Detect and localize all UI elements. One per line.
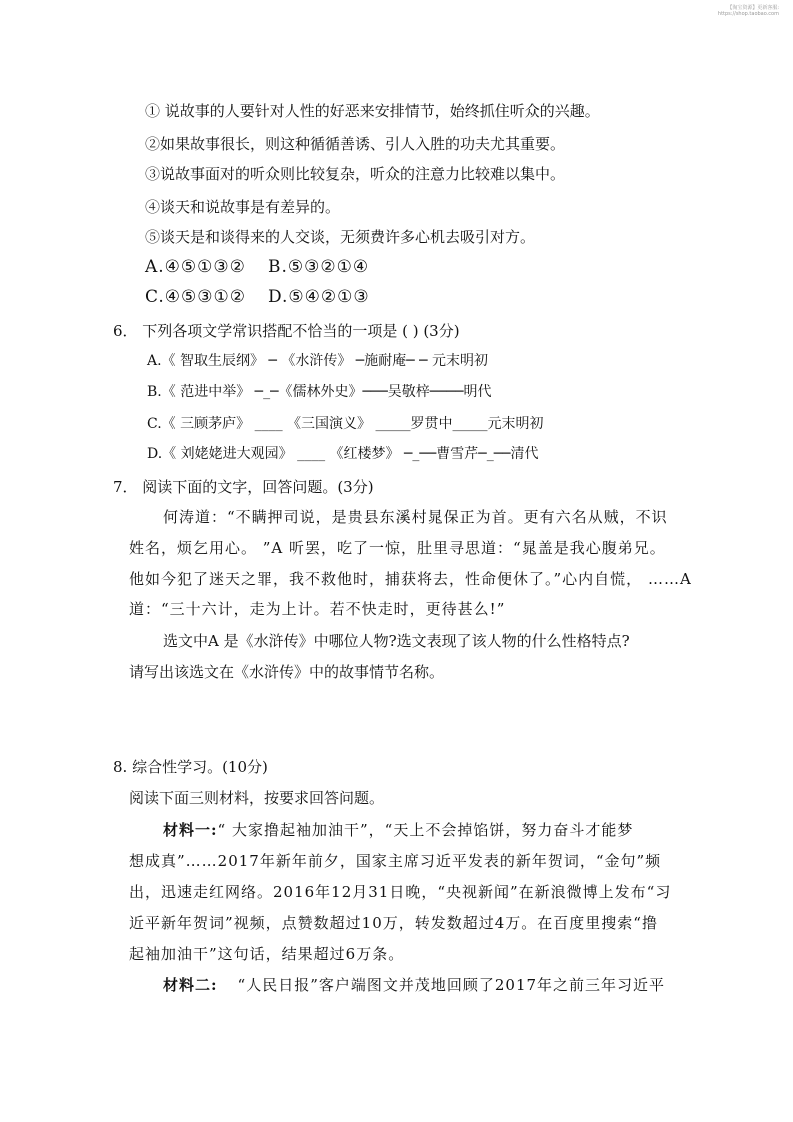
q7-passage-line-4: 道：“三十六计，走为上计。若不快走时，更待甚么!” xyxy=(129,600,506,618)
q5-sentence-2: ②如果故事很长，则这种循循善诱、引人入胜的功夫尤其重要。 xyxy=(145,135,566,153)
q6-stem: 6． 下列各项文学常识搭配不恰当的一项是 ( ) (3分) xyxy=(113,322,460,340)
q7-stem: 7． 阅读下面的文字，回答问题。(3分) xyxy=(113,478,374,496)
q5-option-a: A.④⑤①③② xyxy=(145,257,246,277)
q8-material-1-line-5: 起袖加油干”这句话，结果超过6万条。 xyxy=(129,945,405,963)
q8-material-1-line-3: 出，迅速走红网络。2016年12月31日晚，“央视新闻”在新浪微博上发布“习 xyxy=(129,883,672,901)
material-2-label: 材料二: xyxy=(163,976,218,994)
material-2-text: “人民日报”客户端图文并茂地回顾了2017年之前三年习近平 xyxy=(237,976,666,994)
watermark-line-1: 【淘宝资源】更新客服: xyxy=(727,5,779,11)
q6-option-d: D.《 刘姥姥进大观园》 ____ 《红楼梦》 ─_──曹雪芹─_──清代 xyxy=(147,446,539,462)
watermark-line-2: https://shop.taobao.com xyxy=(717,11,779,17)
q7-passage-line-3: 他如今犯了迷天之罪，我不救他时，捕获将去，性命便休了。”心内自慌， ……A xyxy=(129,570,692,588)
material-1-label: 材料一: xyxy=(163,821,218,839)
q8-material-2-line-1 xyxy=(163,975,665,995)
q5-sentence-4: ④谈天和说故事是有差异的。 xyxy=(145,198,341,216)
q5-option-b: B.⑤③②①④ xyxy=(268,257,370,277)
q7-passage-line-1: 何涛道：“不瞒押司说，是贵县东溪村晁保正为首。更有六名从贼，不识 xyxy=(163,508,668,526)
q5-sentence-3: ③说故事面对的听众则比较复杂，听众的注意力比较难以集中。 xyxy=(145,165,566,183)
q5-sentence-5: ⑤谈天是和谈得来的人交谈，无须费许多心机去吸引对方。 xyxy=(145,228,536,246)
q7-question-line-2: 请写出该选文在《水浒传》中的故事情节名称。 xyxy=(129,663,445,681)
material-1-text: “ 大家撸起袖加油干”，“天上不会掉馅饼，努力奋斗才能梦 xyxy=(217,821,634,839)
q8-material-1-line-2: 想成真”……2017年新年前夕，国家主席习近平发表的新年贺词，“金句”频 xyxy=(129,852,662,870)
q8-stem: 8. 综合性学习。(10分) xyxy=(113,758,268,776)
q8-intro: 阅读下面三则材料，按要求回答问题。 xyxy=(129,789,385,807)
q7-question-line-1: 选文中A 是《水浒传》中哪位人物?选文表现了该人物的什么性格特点? xyxy=(163,632,630,650)
q6-option-a: A.《 智取生辰纲》 ─ 《水浒传》 ─施耐庵─ ─ 元末明初 xyxy=(147,353,488,369)
q6-option-c: C.《 三顾茅庐》 ____ 《三国演义》 _____罗贯中_____元末明初 xyxy=(147,416,544,432)
q5-option-c: C.④⑤③①② xyxy=(145,287,247,307)
q7-passage-line-2: 姓名，烦乞用心。 ”A 听罢，吃了一惊，肚里寻思道：“晁盖是我心腹弟兄。 xyxy=(129,539,666,557)
q8-material-1-line-1 xyxy=(163,820,633,840)
q5-sentence-1: ① 说故事的人要针对人性的好恶来安排情节，始终抓住听众的兴趣。 xyxy=(145,102,600,120)
q5-option-d: D.⑤④②①③ xyxy=(268,287,370,307)
watermark xyxy=(718,5,779,17)
q8-material-1-line-4: 近平新年贺词”视频，点赞数超过10万，转发数超过4万。在百度里搜索“撸 xyxy=(129,914,658,932)
q6-option-b: B.《 范进中举》 ─_─《儒林外史》───吴敬梓────明代 xyxy=(147,384,492,400)
